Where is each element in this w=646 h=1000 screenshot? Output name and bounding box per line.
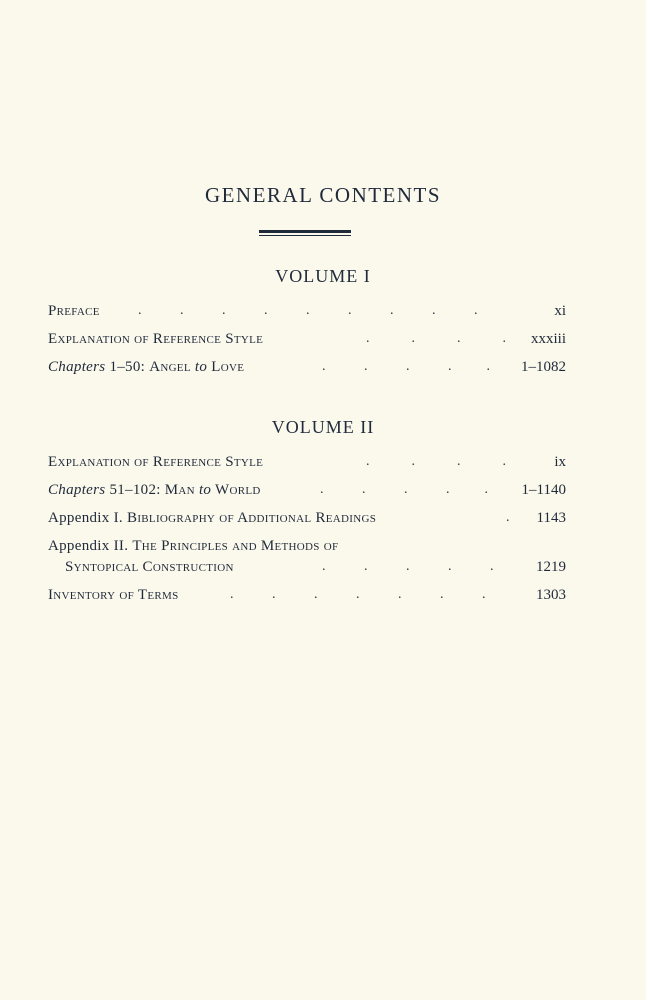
title-caps-part: Love [207,359,245,375]
toc-entry-title: Preface [48,303,100,319]
toc-entry-page: xi [554,303,566,319]
toc-entry-page: 1–1140 [521,482,566,498]
leader-dots: . . . . [366,454,506,469]
leader-dots: . . . . . . . . . [138,303,478,318]
toc-entry-appendix-1 [48,510,566,532]
leader-dots: . . . . . [320,482,488,497]
toc-entry-page: 1–1082 [521,359,566,375]
toc-entry-title [48,538,338,555]
toc-entry-page: ix [554,454,566,470]
toc-entry-page: 1219 [536,559,566,575]
toc-entry-title: Explanation of Reference Style [48,331,264,347]
toc-entry-title [48,359,244,376]
title-caps-part: Bibliography of Additional Readings [127,510,377,526]
toc-entry-title-continued: Syntopical Construction [65,559,234,575]
title-caps-part: Angel [149,359,195,375]
title-caps-part: World [211,482,261,498]
title-italic-part: Chapters [48,359,106,375]
toc-entry-inventory-of-terms [48,587,566,609]
toc-entry-title: Explanation of Reference Style [48,454,264,470]
title-rule-thick [259,230,351,233]
title-italic-part: Chapters [48,482,106,498]
page-title: GENERAL CONTENTS [204,183,442,207]
leader-dots: . . . . . [322,359,490,374]
toc-entry-appendix-2 [48,538,566,560]
toc-entry-title [48,482,261,499]
title-italic-part: to [198,482,212,498]
leader-dots: . . . . . [322,559,494,574]
title-number-part: 1–50: [105,359,150,375]
title-caps-part: The Principles and Methods of [132,538,339,554]
title-plain-part: Appendix II. [48,538,133,554]
toc-entry-title: Inventory of Terms [48,587,179,603]
toc-entry-chapters-51-102 [48,482,566,504]
leader-dots: . . . . . . . [230,587,486,602]
title-caps-part: Man [164,482,199,498]
toc-entry-page: xxxiii [530,331,566,347]
toc-entry-page: 1303 [536,587,566,603]
toc-entry-preface [48,303,566,325]
title-rule-thin [259,235,351,236]
title-italic-part: to [194,359,208,375]
leader-dots: . [506,510,510,525]
leader-dots: . . . . [366,331,506,346]
toc-entry-reference-style [48,331,566,353]
toc-entry-page: 1143 [536,510,566,526]
toc-entry-appendix-2-continued [48,559,566,581]
toc-entry-reference-style [48,454,566,476]
title-number-part: 51–102: [105,482,165,498]
title-plain-part: Appendix I. [48,510,128,526]
volume-1-heading: VOLUME I [275,266,371,286]
toc-entry-chapters-1-50 [48,359,566,381]
volume-2-heading: VOLUME II [271,417,375,437]
toc-entry-title [48,510,376,527]
